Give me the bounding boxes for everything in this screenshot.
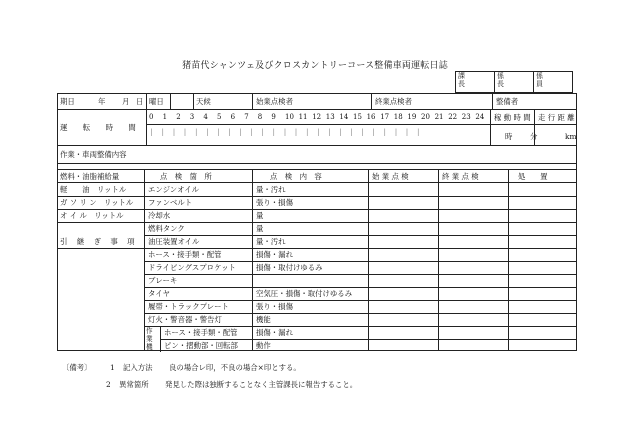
month-label: 月 xyxy=(122,97,130,106)
approval-box-subsection-chief[interactable]: 係 長 xyxy=(495,72,534,93)
hour-label: 16 xyxy=(366,113,376,121)
hour-label: 11 xyxy=(298,113,308,121)
hour-label: 2 xyxy=(176,113,181,121)
fuel-row-label: 軽 油 リットル xyxy=(60,185,127,194)
start-check-header: 始 業 点 検 xyxy=(372,171,409,181)
work-machine-content: 動作 xyxy=(256,341,271,350)
inspection-point: タイヤ xyxy=(148,289,171,298)
inspection-content: 量・汚れ xyxy=(256,237,286,246)
inspection-content: 機能 xyxy=(256,315,271,324)
inspection-point: ファンベルト xyxy=(148,198,193,207)
mechanic-label: 整備者 xyxy=(496,97,519,106)
work-content-row xyxy=(58,146,576,164)
inspection-point: エンジンオイル xyxy=(148,185,199,194)
inspection-content: 損傷・取付けゆるみ xyxy=(256,263,323,272)
end-check-header: 終 業 点 検 xyxy=(442,171,479,181)
distance-label: 走 行 距 離 xyxy=(538,112,575,122)
work-content-label: 作業・車両整備内容 xyxy=(60,150,127,159)
approval-box-staff[interactable]: 係 員 xyxy=(534,72,573,93)
hour-label: 14 xyxy=(339,113,349,121)
inspection-header-row xyxy=(58,169,576,183)
hour-label: 5 xyxy=(217,113,222,121)
inspection-content: 空気圧・損傷・取付けゆるみ xyxy=(256,289,353,298)
hour-label: 22 xyxy=(448,113,458,121)
hour-label: 21 xyxy=(434,113,444,121)
minute-unit: 分 xyxy=(530,131,538,141)
date-label: 期日 xyxy=(60,97,75,106)
fuel-row-label: ガ ソ リ ン リットル xyxy=(60,198,134,207)
hour-label: 12 xyxy=(312,113,322,121)
hour-label: 4 xyxy=(203,113,208,121)
hour-label: 0 xyxy=(149,113,154,121)
inspection-point: ホース・接手類・配管 xyxy=(148,250,222,259)
hour-label: 20 xyxy=(421,113,430,121)
hour-label: 8 xyxy=(257,113,263,121)
day-label: 日 xyxy=(136,97,144,106)
year-label: 年 xyxy=(98,97,106,106)
fuel-header: 燃料・油脂補給量 xyxy=(60,171,120,181)
hour-label: 13 xyxy=(325,113,335,121)
inspection-point: 灯火・警音器・警告灯 xyxy=(148,315,222,324)
inspection-content-header: 点 検 内 容 xyxy=(270,171,322,181)
inspection-content: 量・汚れ xyxy=(256,185,286,194)
hour-label: 3 xyxy=(189,113,195,121)
inspection-content: 量 xyxy=(256,224,264,233)
start-inspector-label: 始業点検者 xyxy=(256,97,293,106)
hour-label: 17 xyxy=(380,113,390,121)
inspection-point: ドライビングスプロケット xyxy=(148,263,236,272)
operating-hours-label: 運 転 時 間 xyxy=(60,123,140,132)
inspection-content: 損傷・漏れ xyxy=(256,250,293,259)
weekday-label: 曜日 xyxy=(149,97,164,106)
hour-tick-marks: ｜｜｜｜｜｜｜｜｜｜｜｜｜｜｜｜｜｜｜｜｜｜｜｜｜ xyxy=(148,128,426,137)
inspection-point: 冷却水 xyxy=(148,211,171,220)
approval-box-section-chief[interactable]: 課 長 xyxy=(456,72,495,93)
hour-label: 18 xyxy=(393,113,403,121)
hour-label: 19 xyxy=(407,113,417,121)
notes: 〔備考〕 1 記入方法 良の場合レ印，不良の場合×印とする。 2 異常箇所 発見した際は独断することなく主管課長に報告すること。 xyxy=(62,363,358,389)
hour-label: 9 xyxy=(271,113,276,121)
hour-unit: 時 xyxy=(505,131,513,141)
operating-hours-row xyxy=(58,110,576,146)
hour-label: 1 xyxy=(162,113,168,121)
inspection-point: 履帯・トラックプレート xyxy=(148,302,229,311)
inspection-content xyxy=(254,274,366,287)
note-1-text: 良の場合レ印，不良の場合×印とする。 xyxy=(168,363,301,372)
hour-label: 6 xyxy=(230,113,236,121)
end-inspector-label: 終業点検者 xyxy=(375,97,412,106)
weather-label: 天候 xyxy=(196,97,211,106)
notes-label: 〔備考〕 xyxy=(62,363,92,372)
inspection-content: 張り・損傷 xyxy=(256,198,293,207)
hour-label: 7 xyxy=(244,113,249,121)
inspection-point: 燃料タンク xyxy=(148,224,185,233)
fuel-row-label: オ イ ル リットル xyxy=(60,211,124,220)
hour-label: 23 xyxy=(461,113,471,121)
hour-label: 15 xyxy=(353,113,362,121)
work-machine-label: 作 業 機 xyxy=(146,327,153,351)
note-2-text: 発見した際は独断することなく主管課長に報告すること。 xyxy=(165,380,358,389)
inspection-point-header: 点 検 箇 所 xyxy=(160,171,212,181)
inspection-content: 張り・損傷 xyxy=(256,302,293,311)
work-machine-content: 損傷・漏れ xyxy=(256,328,293,337)
hour-label: 24 xyxy=(475,113,485,121)
header-row xyxy=(58,94,576,110)
work-machine-point: ホース・接手類・配管 xyxy=(164,328,238,337)
inspection-point: 油圧装置オイル xyxy=(148,237,200,246)
hour-label: 10 xyxy=(285,113,294,121)
handover-label: 引 継 ぎ 事 項 xyxy=(60,237,136,246)
log-form xyxy=(57,93,577,351)
distance-unit: km xyxy=(565,131,577,141)
inspection-content: 量 xyxy=(256,211,264,220)
work-machine-point: ピン・摺動部・回転部 xyxy=(164,341,238,350)
operating-time-label: 稼 動 時 間 xyxy=(494,112,531,122)
approval-stamp-boxes xyxy=(455,71,573,93)
inspection-point: ブレーキ xyxy=(148,276,178,285)
page-title: 猪苗代シャンツェ及びクロスカントリーコース整備車両運転日誌 xyxy=(182,61,448,71)
disposal-header: 処 置 xyxy=(518,171,548,181)
